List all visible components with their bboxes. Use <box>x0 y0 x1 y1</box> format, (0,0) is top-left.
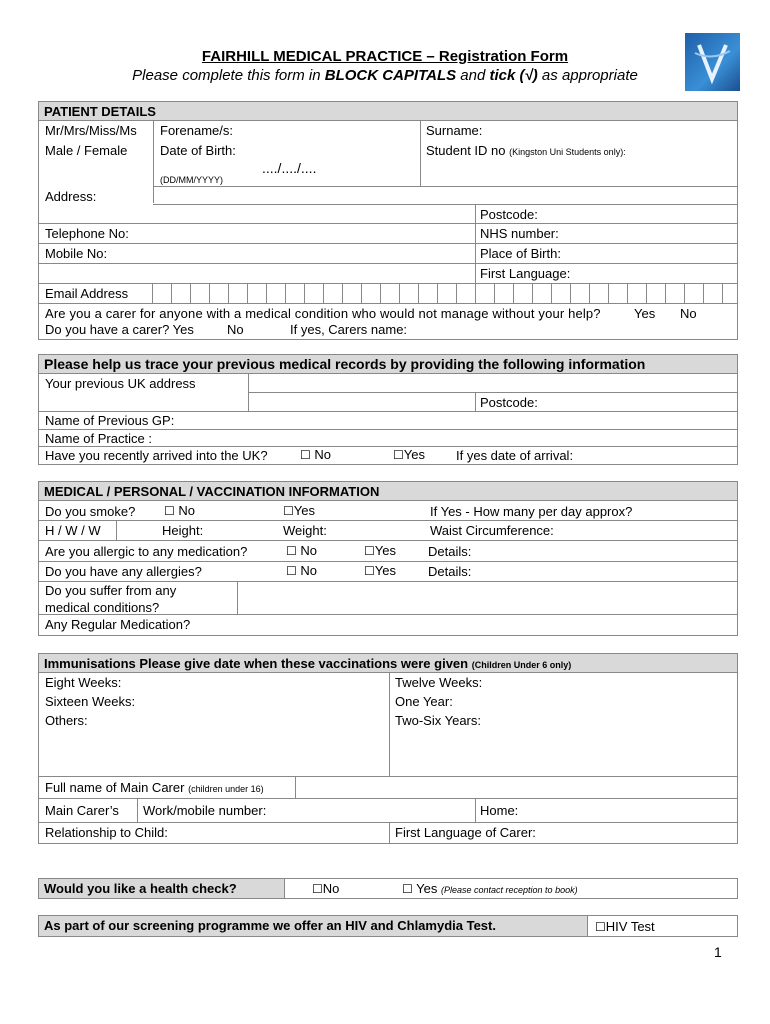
others-label: Others: <box>45 713 88 728</box>
medication-allergy-details-label: Details: <box>428 544 472 559</box>
previous-records-header: Please help us trace your previous medical records by providing the following information <box>38 354 738 374</box>
smoke-no-checkbox[interactable]: ☐ No <box>164 503 195 518</box>
hiv-test-checkbox[interactable]: ☐ HIV Test <box>595 919 655 934</box>
previous-gp-label: Name of Previous GP: <box>45 413 175 428</box>
form-title: FAIRHILL MEDICAL PRACTICE – Registration Form <box>201 48 569 65</box>
weight-label: Weight: <box>283 523 327 538</box>
carer-no-option[interactable]: No <box>680 306 697 321</box>
screening-text: As part of our screening programme we offer an HIV and Chlamydia Test. <box>38 915 588 937</box>
medication-allergy-yes-checkbox[interactable]: ☐ Yes <box>364 543 396 558</box>
allergies-no-checkbox[interactable]: ☐ No <box>286 563 317 578</box>
nhs-number-label: NHS number: <box>480 226 559 241</box>
allergies-details-label: Details: <box>428 564 472 579</box>
dob-format: (DD/MM/YYYY) <box>160 175 223 185</box>
regular-medication-label: Any Regular Medication? <box>45 617 191 632</box>
telephone-label: Telephone No: <box>45 226 129 241</box>
email-field[interactable] <box>152 284 738 303</box>
one-year-label: One Year: <box>395 694 453 709</box>
height-label: Height: <box>162 523 204 538</box>
arrived-no-checkbox[interactable]: ☐ No <box>300 447 331 462</box>
health-check-yes-checkbox[interactable]: ☐ Yes (Please contact reception to book) <box>402 881 578 896</box>
carer-language-label: First Language of Carer: <box>395 825 536 840</box>
medical-info-header: MEDICAL / PERSONAL / VACCINATION INFORMATION <box>38 481 738 501</box>
allergies-yes-checkbox[interactable]: ☐ Yes <box>364 563 396 578</box>
carer-question: Are you a carer for anyone with a medical condition who would not manage without your help? <box>45 306 601 321</box>
work-mobile-label: Work/mobile number: <box>143 803 267 818</box>
arrived-uk-question: Have you recently arrived into the UK? <box>45 448 268 463</box>
eight-weeks-label: Eight Weeks: <box>45 675 122 690</box>
health-check-no-checkbox[interactable]: ☐ No <box>312 881 339 896</box>
practice-logo <box>685 33 740 91</box>
gender-label: Male / Female <box>45 143 128 158</box>
cigarettes-per-day-label: If Yes - How many per day approx? <box>430 504 633 519</box>
medication-allergy-no-checkbox[interactable]: ☐ No <box>286 543 317 558</box>
two-six-years-label: Two-Six Years: <box>395 713 481 728</box>
form-subtitle: Please complete this form in BLOCK CAPITALS and tick (√) as appropriate <box>132 67 638 84</box>
immunisations-section <box>38 672 738 844</box>
have-carer-question[interactable]: Do you have a carer? Yes <box>45 322 194 337</box>
patient-details-header: PATIENT DETAILS <box>38 101 738 121</box>
forename-label: Forename/s: <box>160 123 233 138</box>
have-carer-no-option[interactable]: No <box>227 322 244 337</box>
conditions-question-line2: medical conditions? <box>45 600 160 615</box>
mobile-label: Mobile No: <box>45 246 108 261</box>
title-label: Mr/Mrs/Miss/Ms <box>45 123 137 138</box>
student-id-label: Student ID no (Kingston Uni Students only): <box>426 143 626 158</box>
postcode-label: Postcode: <box>480 207 538 222</box>
main-carer-name-label: Full name of Main Carer (children under 16) <box>45 780 264 795</box>
first-language-label: First Language: <box>480 266 571 281</box>
smoke-question: Do you smoke? <box>45 504 136 519</box>
previous-postcode-label: Postcode: <box>480 395 538 410</box>
main-carers-label: Main Carer’s <box>45 803 119 818</box>
allergies-question: Do you have any allergies? <box>45 564 202 579</box>
email-label: Email Address <box>45 286 129 301</box>
surname-label: Surname: <box>426 123 483 138</box>
smoke-yes-checkbox[interactable]: ☐ Yes <box>283 503 315 518</box>
health-check-question: Would you like a health check? <box>38 878 285 899</box>
arrived-yes-checkbox[interactable]: ☐ Yes <box>393 447 425 462</box>
place-of-birth-label: Place of Birth: <box>480 246 561 261</box>
waist-label: Waist Circumference: <box>430 523 554 538</box>
hww-label: H / W / W <box>45 523 101 538</box>
previous-practice-label: Name of Practice : <box>45 431 152 446</box>
address-label: Address: <box>45 189 97 204</box>
sixteen-weeks-label: Sixteen Weeks: <box>45 694 136 709</box>
home-label: Home: <box>480 803 519 818</box>
previous-address-label: Your previous UK address <box>45 376 196 391</box>
conditions-question-line1: Do you suffer from any <box>45 583 177 598</box>
dob-label: Date of Birth: <box>160 143 236 158</box>
relationship-label: Relationship to Child: <box>45 825 168 840</box>
medication-allergy-question: Are you allergic to any medication? <box>45 544 248 559</box>
page-number: 1 <box>714 944 722 960</box>
arrival-date-label: If yes date of arrival: <box>456 448 574 463</box>
dob-field[interactable]: ..../..../.... <box>262 160 317 176</box>
twelve-weeks-label: Twelve Weeks: <box>395 675 483 690</box>
carer-name-label: If yes, Carers name: <box>290 322 408 337</box>
immunisations-header: Immunisations Please give date when these vaccinations were given (Children Under 6 only) <box>38 653 738 673</box>
carer-yes-option[interactable]: Yes <box>634 306 656 321</box>
